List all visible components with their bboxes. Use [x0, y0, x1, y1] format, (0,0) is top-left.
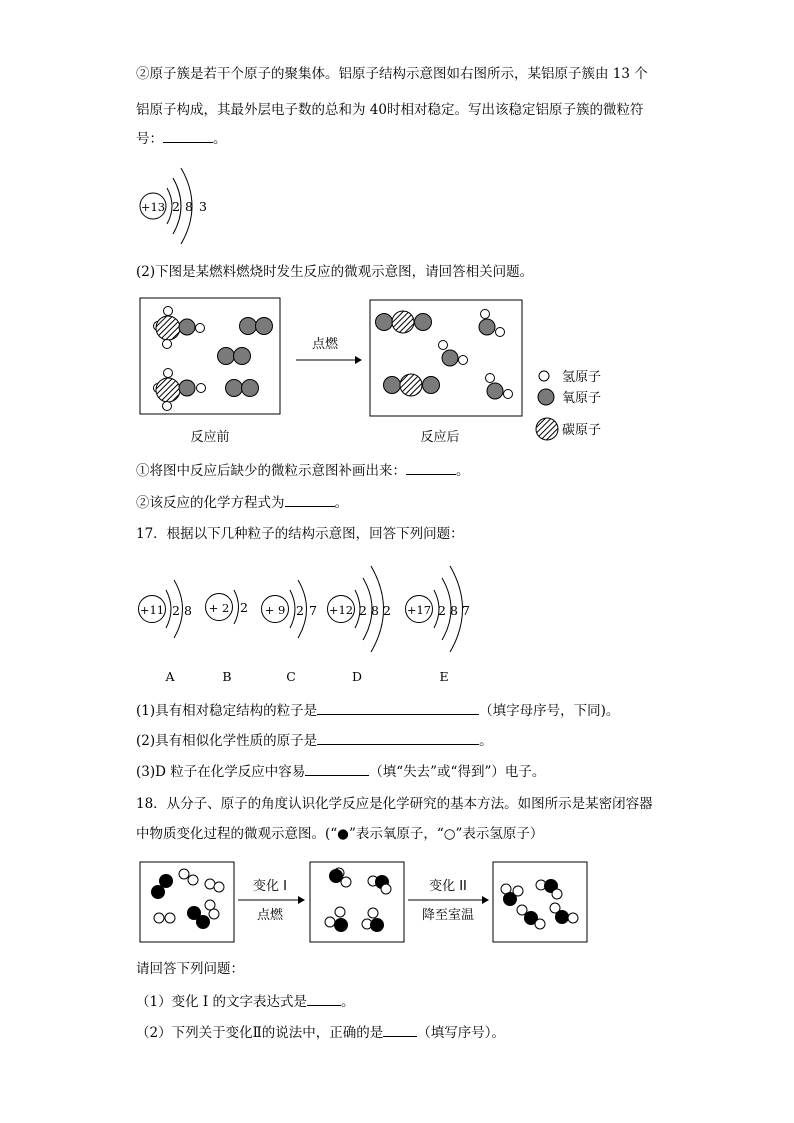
- shell-3: 3: [199, 199, 207, 214]
- co2-molecule: [384, 374, 440, 396]
- oxygen-molecule: [240, 318, 273, 335]
- hydrogen-legend-icon: [539, 371, 549, 381]
- answer-blank[interactable]: [317, 713, 479, 715]
- label-d: D: [351, 669, 363, 684]
- answer-blank[interactable]: [285, 505, 335, 507]
- oxygen-molecule: [226, 380, 259, 397]
- methane-molecule: [154, 307, 205, 349]
- al-atom-diagram: [135, 160, 225, 250]
- particle-e: [406, 566, 471, 684]
- legend-carbon: 碳原子: [562, 423, 602, 438]
- reaction-diagram: [130, 290, 630, 450]
- svg-text:2: 2: [383, 603, 391, 618]
- q17-sub2: (2)具有相似化学性质的原子是 。: [136, 733, 493, 749]
- oxygen-legend-icon: [538, 389, 554, 405]
- nucleus-charge: +13: [140, 200, 166, 214]
- q17-sub3: (3)D 粒子在化学反应中容易 （填“失去”或“得到”）电子。: [136, 764, 546, 780]
- answer-blank[interactable]: [305, 774, 369, 776]
- q18-sub2: （2）下列关于变化Ⅱ的说法中，正确的是 （填写序号）。: [136, 1025, 506, 1041]
- q16-line1: ②原子簇是若干个原子的聚集体。铝原子结构示意图如右图所示，某铝原子簇由 13 个: [136, 66, 648, 82]
- q17-sub1: (1)具有相对稳定结构的粒子是 （填字母序号，下同)。: [136, 703, 620, 719]
- change2-top: 变化 II: [429, 879, 467, 894]
- change1-bottom: 点燃: [256, 908, 284, 923]
- water-molecule: [439, 341, 468, 367]
- answer-blank[interactable]: [383, 1035, 417, 1037]
- svg-text:2: 2: [359, 603, 367, 618]
- answer-blank[interactable]: [406, 473, 456, 475]
- svg-text:2: 2: [438, 603, 446, 618]
- svg-text:8: 8: [450, 603, 458, 618]
- q18-prompt: 请回答下列问题：: [136, 961, 244, 977]
- before-label: 反应前: [190, 430, 230, 445]
- legend: [536, 370, 601, 440]
- particle-a: [139, 580, 193, 684]
- q18-line1: 18．从分子、原子的角度认识化学反应是化学研究的基本方法。如图所示是某密闭容器: [136, 796, 653, 812]
- co2-molecule: [376, 311, 432, 333]
- svg-text:+17: +17: [406, 603, 432, 617]
- label-c: C: [286, 669, 296, 684]
- water-molecule: [479, 310, 505, 337]
- shell-2: 8: [185, 199, 193, 214]
- q16-sub2: ②该反应的化学方程式为 。: [136, 495, 348, 511]
- q16-line3: 号： 。: [136, 131, 227, 147]
- legend-oxygen: 氧原子: [562, 391, 602, 406]
- shell-1: 2: [172, 199, 180, 214]
- svg-text:+ 9: + 9: [264, 603, 286, 617]
- carbon-legend-icon: [536, 418, 558, 440]
- q16-part2-intro: (2)下图是某燃料燃烧时发生反应的微观示意图，请回答相关问题。: [136, 264, 534, 280]
- stage2-box: [310, 862, 404, 942]
- q18-sub1: （1）变化 I 的文字表达式是 。: [136, 994, 355, 1010]
- particle-c: [262, 580, 318, 684]
- svg-text:7: 7: [309, 603, 317, 618]
- q18-line2: 中物质变化过程的微观示意图。(“●”表示氧原子，“○”表示氢原子）: [136, 826, 544, 842]
- answer-blank[interactable]: [163, 141, 213, 143]
- particle-b: [206, 590, 248, 684]
- svg-text:+11: +11: [139, 603, 165, 617]
- svg-text:+12: +12: [328, 603, 354, 617]
- q18-diagram: [130, 858, 600, 948]
- oxygen-molecule: [218, 348, 251, 365]
- q17-title: 17．根据以下几种粒子的结构示意图，回答下列问题：: [136, 526, 464, 542]
- svg-text:7: 7: [462, 603, 470, 618]
- change2-bottom: 降至室温: [421, 908, 475, 923]
- label-e: E: [439, 669, 449, 684]
- change1-top: 变化 I: [253, 879, 287, 894]
- svg-text:8: 8: [371, 603, 379, 618]
- svg-text:2: 2: [296, 603, 304, 618]
- label-a: A: [165, 669, 175, 684]
- after-label: 反应后: [420, 430, 460, 445]
- q17-particle-diagrams: [130, 560, 490, 690]
- svg-text:8: 8: [184, 603, 192, 618]
- particle-d: [328, 566, 391, 684]
- svg-text:+ 2: + 2: [208, 601, 230, 615]
- legend-hydrogen: 氢原子: [562, 370, 602, 385]
- label-b: B: [222, 669, 232, 684]
- methane-molecule: [154, 369, 206, 411]
- water-molecule: [486, 374, 513, 400]
- svg-text:2: 2: [172, 603, 180, 618]
- q16-line2: 铝原子构成，其最外层电子数的总和为 40时相对稳定。写出该稳定铝原子簇的微粒符: [136, 102, 644, 118]
- arrow-label: 点燃: [311, 337, 339, 352]
- answer-blank[interactable]: [307, 1004, 341, 1006]
- svg-text:2: 2: [240, 600, 248, 615]
- answer-blank[interactable]: [317, 743, 479, 745]
- q16-sub1: ①将图中反应后缺少的微粒示意图补画出来： 。: [136, 463, 470, 479]
